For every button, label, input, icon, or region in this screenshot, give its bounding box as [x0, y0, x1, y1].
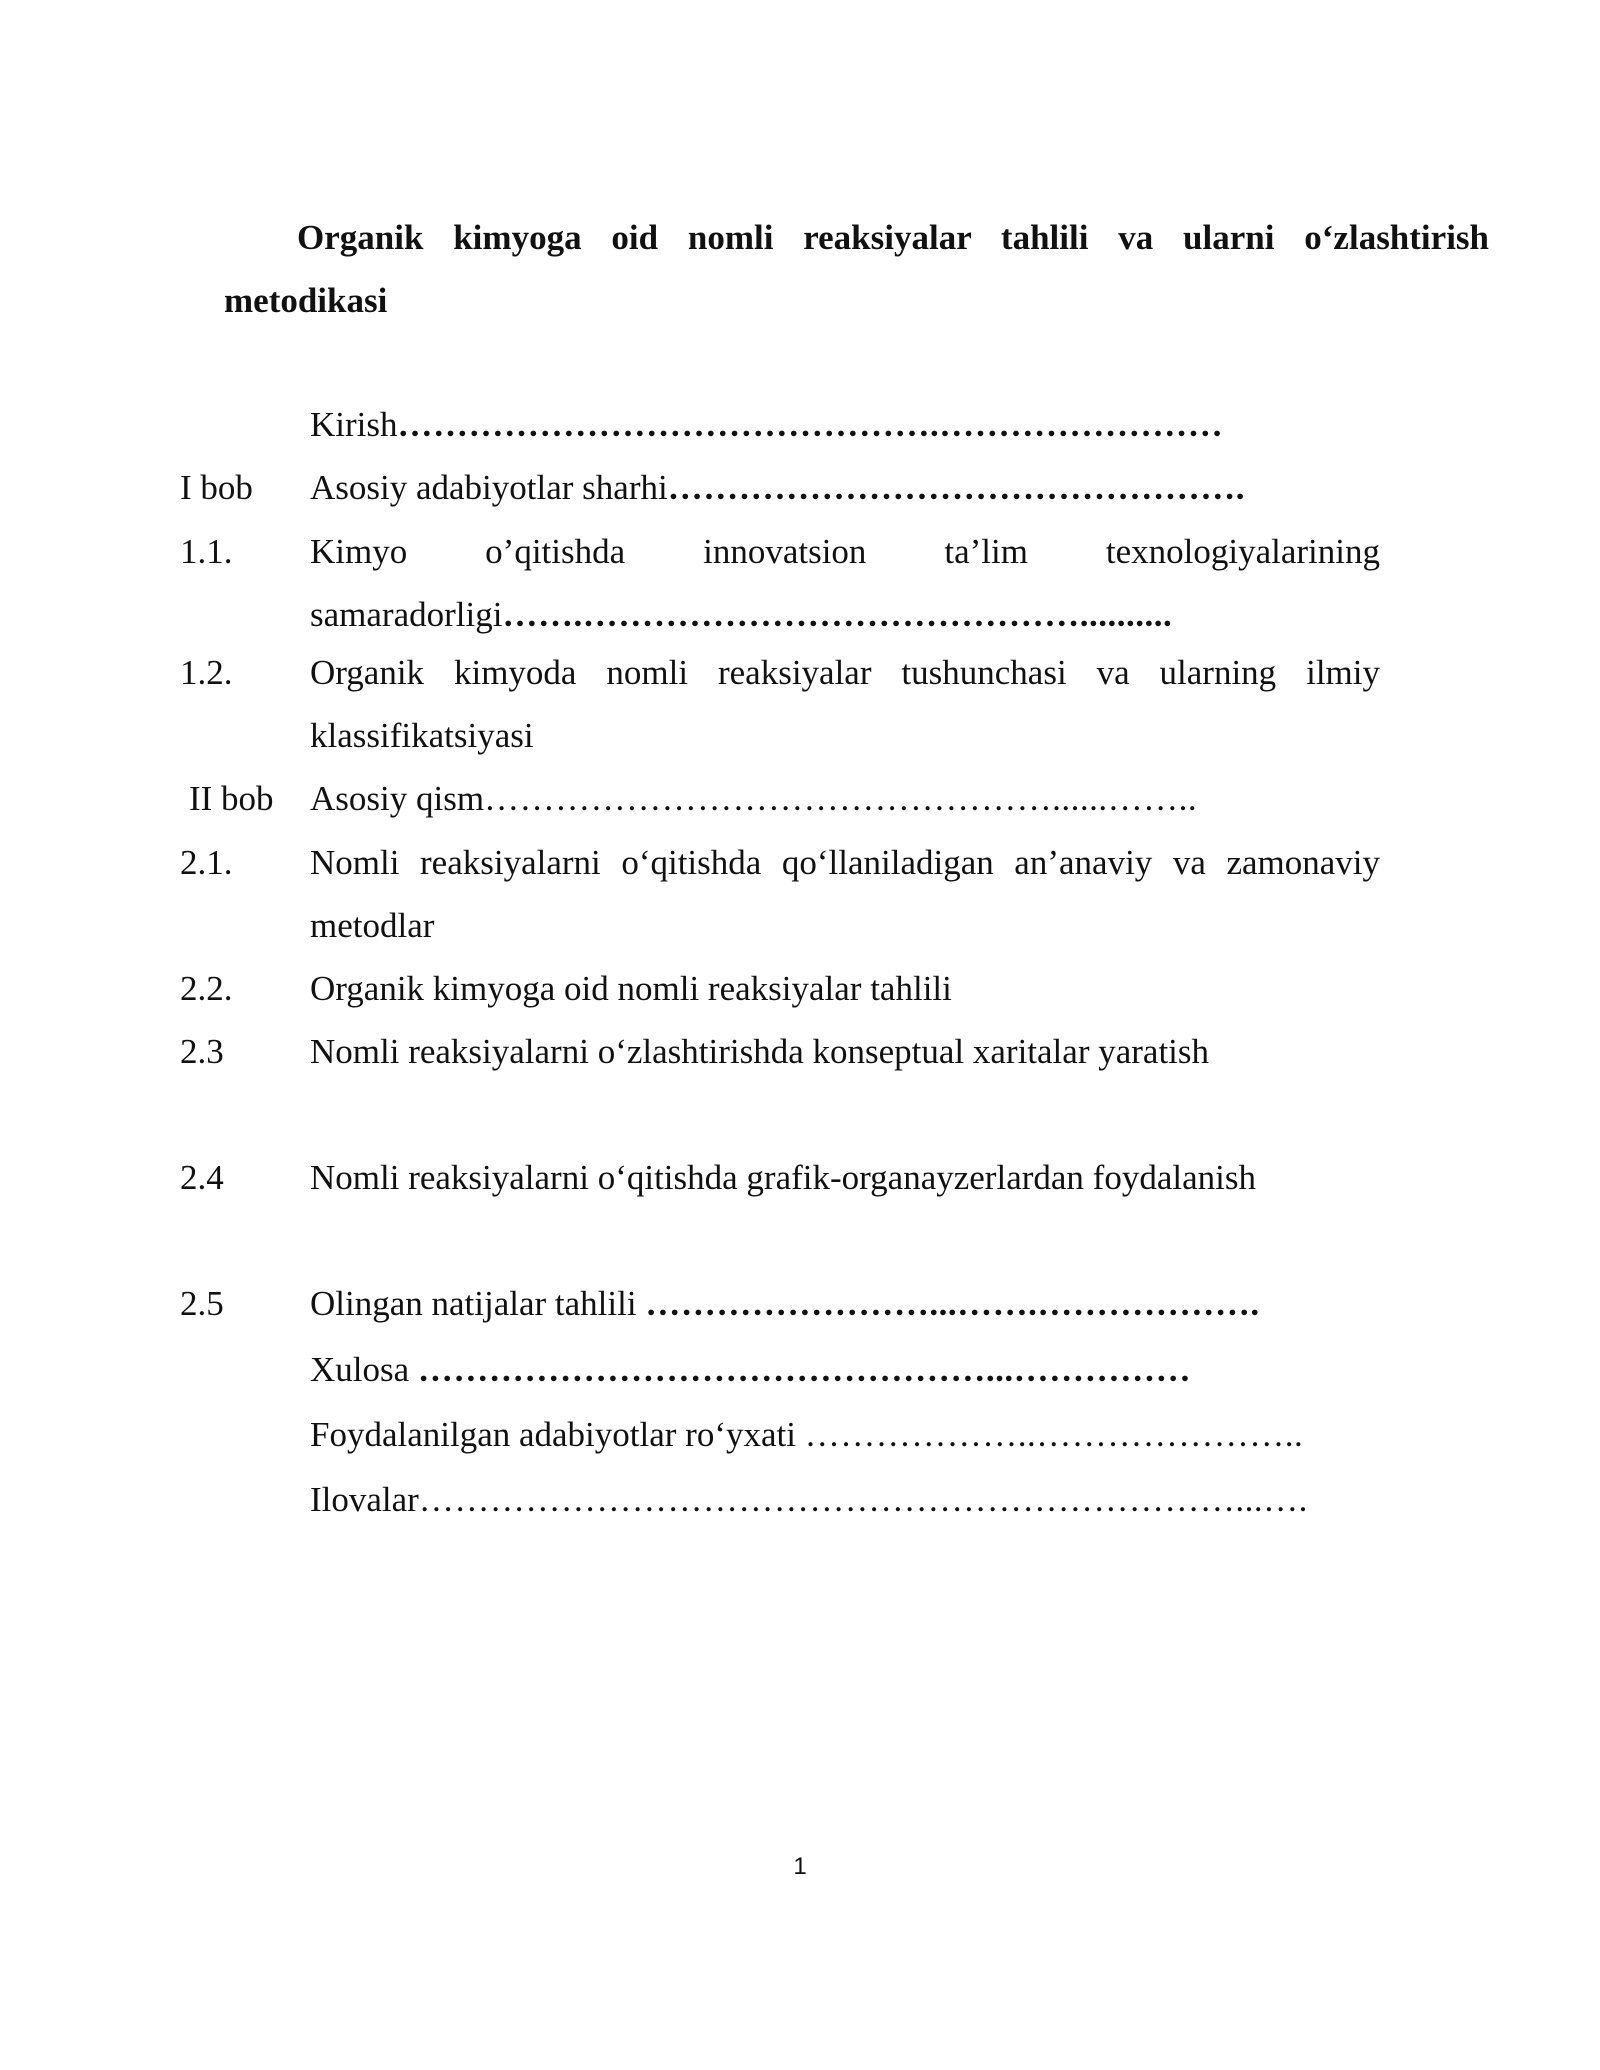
- toc-number: 2.1.: [180, 843, 233, 882]
- toc-number: 1.1.: [180, 532, 233, 571]
- toc-title-continued: klassifikatsiyasi: [310, 716, 534, 755]
- toc-text: [310, 1272, 1380, 1335]
- toc-leader: …………………………………………......……..: [484, 779, 1198, 818]
- toc-leader: ……………………...…….……………….: [645, 1284, 1260, 1323]
- toc-title: Ilovalar: [310, 1480, 419, 1519]
- document-title: [224, 206, 1489, 332]
- toc-continuation: [310, 704, 1380, 767]
- title-line-2: metodikasi: [224, 281, 388, 320]
- toc-text: [310, 831, 1380, 894]
- toc-text: [310, 393, 1380, 456]
- toc-number: 1.2.: [180, 653, 233, 692]
- toc-title: Kirish: [310, 405, 398, 444]
- toc-leader: …………………………………………...……………: [417, 1350, 1192, 1389]
- toc-title: Organik kimyoda nomli reaksiyalar tushunchasi va ularning ilmiy: [310, 653, 1380, 692]
- toc-title: Kimyo o’qitishda innovatsion ta’lim texnologiyalarining: [310, 532, 1380, 571]
- toc-entry-2-1: [180, 831, 1380, 957]
- toc-leader: …….……………………………………..........: [502, 595, 1173, 634]
- toc-number: I bob: [180, 468, 253, 507]
- toc-title-continued: samaradorligi: [310, 595, 503, 634]
- toc-text: Organik kimyoga oid nomli reaksiyalar tahlili: [310, 969, 952, 1008]
- toc-entry-ilovalar: [310, 1468, 1380, 1531]
- toc-text: [310, 456, 1380, 519]
- toc-text: [310, 641, 1380, 704]
- page-number: 1: [793, 1853, 807, 1880]
- toc-leader: ……………………………………….……………………: [397, 405, 1224, 444]
- toc-title: Olingan natijalar tahlili: [310, 1284, 646, 1323]
- toc-title: Foydalanilgan adabiyotlar ro‘yxati: [310, 1415, 805, 1454]
- toc-text: Nomli reaksiyalarni o‘zlashtirishda konseptual xaritalar yaratish: [310, 1032, 1210, 1071]
- toc-text: [310, 520, 1380, 583]
- toc-title: Nomli reaksiyalarni o‘qitishda qo‘llaniladigan an’anaviy va zamonaviy: [310, 843, 1380, 882]
- toc-entry-1-1: [180, 520, 1380, 646]
- toc-leader: ………………………………………….: [667, 468, 1245, 507]
- toc-number: 2.5: [180, 1284, 224, 1323]
- toc-leader: ………………..…………………..: [804, 1415, 1304, 1454]
- toc-leader: ……………………………………………………………...….: [418, 1480, 1308, 1519]
- toc-title: Asosiy qism: [310, 779, 485, 818]
- toc-continuation: [310, 583, 1380, 646]
- toc-number: II bob: [189, 779, 274, 818]
- toc-number: 2.3: [180, 1032, 224, 1071]
- toc-title: Xulosa: [310, 1350, 418, 1389]
- toc-continuation: [310, 894, 1380, 957]
- toc-title-continued: metodlar: [310, 906, 435, 945]
- toc-entry-2-5: [180, 1272, 1380, 1524]
- toc-entry-foydalanilgan-adabiyotlar: [310, 1403, 1380, 1466]
- toc-text: Nomli reaksiyalarni o‘qitishda grafik-organayzerlardan foydalanish: [310, 1158, 1256, 1197]
- toc-text: [310, 767, 1380, 830]
- toc-entry-xulosa: [310, 1338, 1380, 1401]
- toc-entry-1-2: [180, 641, 1380, 767]
- toc-number: 2.4: [180, 1158, 224, 1197]
- toc-title: Asosiy adabiyotlar sharhi: [310, 468, 668, 507]
- title-line-1: Organik kimyoga oid nomli reaksiyalar tahlili va ularni o‘zlashtirish: [297, 218, 1489, 257]
- toc-number: 2.2.: [180, 969, 233, 1008]
